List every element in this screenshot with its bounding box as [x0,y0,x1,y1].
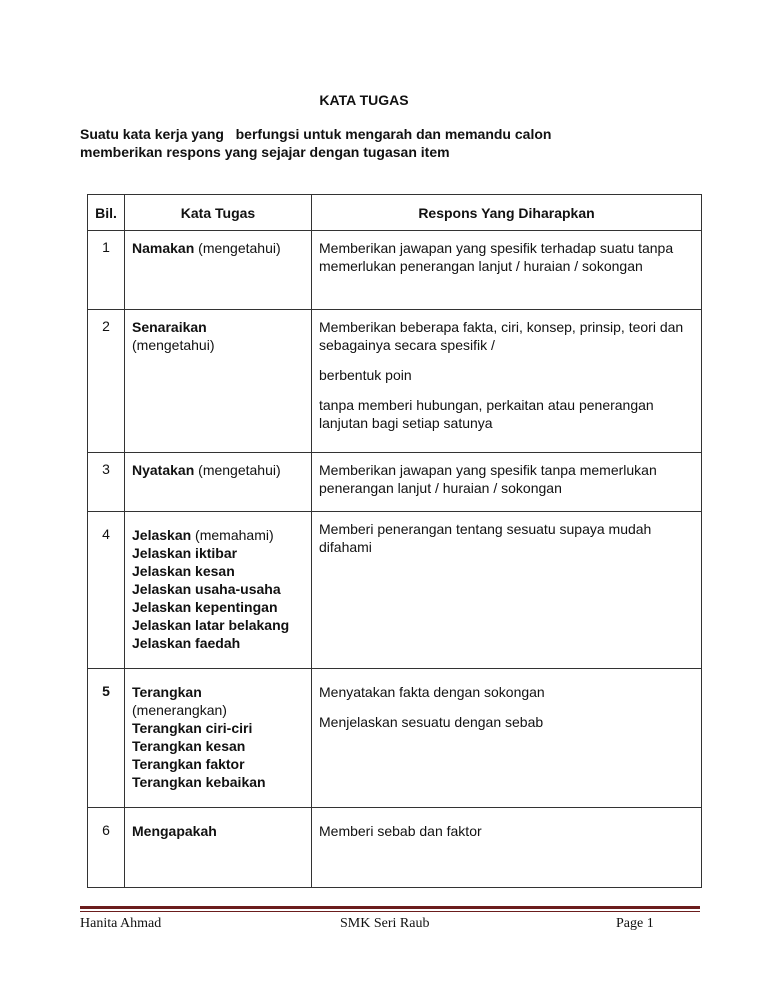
header-kata-tugas: Kata Tugas [125,195,312,231]
keyword-variant: Terangkan ciri-ciri [132,720,253,736]
footer-school: SMK Seri Raub [340,916,430,931]
response-cell [312,808,702,888]
footer-rule [80,906,700,909]
footer-author: Hanita Ahmad [80,916,162,931]
keyword: Terangkan [132,684,202,700]
response-cell [312,512,702,669]
row-number: 1 [88,231,125,310]
keyword: Jelaskan [132,527,192,543]
response-cell [312,453,702,512]
response-text: Menjelaskan sesuatu dengan sebab [319,714,544,730]
keyword-variant: Jelaskan kesan [132,563,235,579]
keyword-cell [125,310,312,453]
table-row [88,512,702,669]
response-text: berbentuk poin [319,367,412,383]
keyword-note: (mengetahui) [194,240,281,256]
kata-tugas-table [87,194,702,888]
header-bil: Bil. [88,195,125,231]
keyword: Senaraikan [132,319,207,335]
keyword-note: (memahami) [191,527,274,543]
row-number: 3 [88,453,125,512]
keyword-variant: Terangkan kesan [132,738,246,754]
row-number: 4 [88,512,125,669]
response-cell [312,669,702,808]
keyword-note: (menerangkan) [132,702,227,718]
row-number: 2 [88,310,125,453]
response-text: Memberikan beberapa fakta, ciri, konsep, prinsip, teori dan sebagainya secara spesifik / [319,319,684,353]
keyword-cell [125,231,312,310]
footer-rule-thin [80,911,700,912]
intro-text [80,125,700,161]
table-row [88,231,702,310]
keyword-variant: Terangkan faktor [132,756,245,772]
keyword: Mengapakah [132,823,217,839]
table-row [88,808,702,888]
table-row [88,310,702,453]
row-number: 5 [88,669,125,808]
keyword-cell [125,808,312,888]
keyword: Namakan [132,240,195,256]
keyword-note: (mengetahui) [194,462,281,478]
keyword-variant: Terangkan kebaikan [132,774,266,790]
header-respons: Respons Yang Diharapkan [312,195,702,231]
row-number: 6 [88,808,125,888]
response-cell [312,310,702,453]
response-text: Memberi sebab dan faktor [319,823,482,839]
keyword-variant: Jelaskan faedah [132,635,241,651]
response-text: Memberikan jawapan yang spesifik terhadap suatu tanpa memerlukan penerangan lanjut / huraian / sokongan [319,240,674,274]
response-text: Menyatakan fakta dengan sokongan [319,684,545,700]
table-header-row [88,195,702,231]
response-cell [312,231,702,310]
intro-line-2: memberikan respons yang sejajar dengan tugasan item [80,144,450,160]
response-text: tanpa memberi hubungan, perkaitan atau penerangan lanjutan bagi setiap satunya [319,397,654,431]
table-row [88,669,702,808]
table-row [88,453,702,512]
keyword-cell [125,453,312,512]
keyword-note: (mengetahui) [132,337,215,353]
response-text: Memberikan jawapan yang spesifik tanpa memerlukan penerangan lanjut / huraian / sokongan [319,462,657,496]
keyword-variant: Jelaskan latar belakang [132,617,290,633]
keyword-cell [125,512,312,669]
intro-line-1: Suatu kata kerja yang berfungsi untuk mengarah dan memandu calon [80,126,552,142]
keyword: Nyatakan [132,462,195,478]
keyword-variant: Jelaskan iktibar [132,545,238,561]
page-title: KATA TUGAS [319,92,409,108]
footer-page-number: Page 1 [616,916,654,931]
keyword-cell [125,669,312,808]
response-text: Memberi penerangan tentang sesuatu supaya mudah difahami [319,521,652,555]
keyword-variant: Jelaskan usaha-usaha [132,581,281,597]
keyword-variant: Jelaskan kepentingan [132,599,278,615]
